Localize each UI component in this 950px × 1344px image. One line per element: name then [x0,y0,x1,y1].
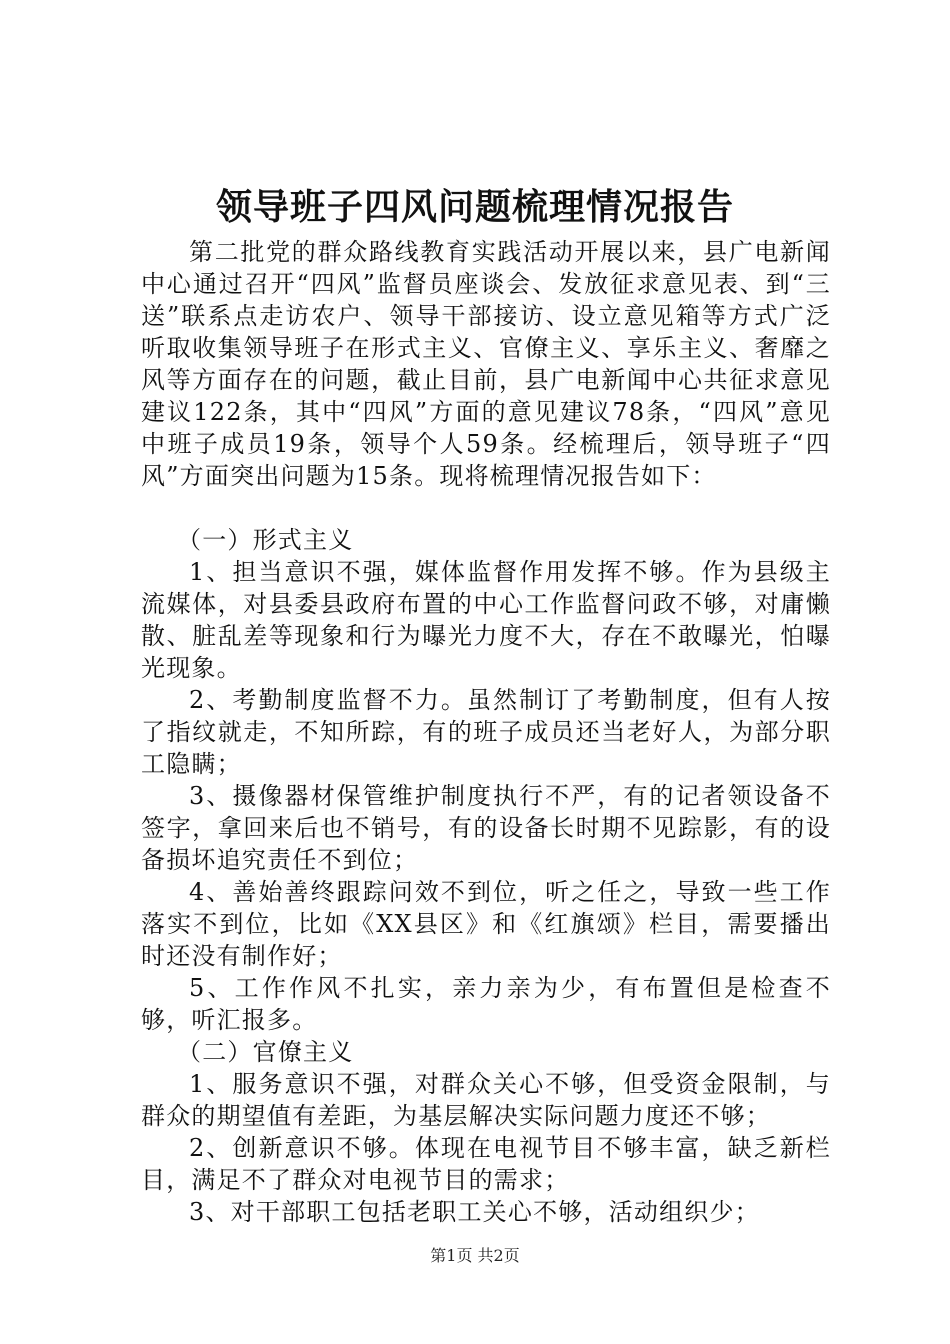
intro-paragraph: 第二批党的群众路线教育实践活动开展以来，县广电新闻中心通过召开“四风”监督员座谈会、发放征求意见表、到“三送”联系点走访农户、领导干部接访、设立意见箱等方式广泛听取收集领导班子在形式主义、官僚主义、享乐主义、奢靡之风等方面存在的问题，截止目前，县广电新闻中心共征求意见建议122条，其中“四风”方面的意见建议78条，“四风”意见中班子成员19条，领导个人59条。经梳理后，领导班子“四风”方面突出问题为15条。现将梳理情况报告如下： [141,238,831,490]
section-heading-bureaucratism: （二）官僚主义 [177,1038,354,1066]
list-item: 5、工作作风不扎实，亲力亲为少，有布置但是检查不够，听汇报多。 [141,974,831,1034]
document-body [141,236,831,1228]
list-item: 3、摄像器材保管维护制度执行不严，有的记者领设备不签字，拿回来后也不销号，有的设备长时期不见踪影，有的设备损坏追究责任不到位； [141,782,831,874]
list-item: 2、考勤制度监督不力。虽然制订了考勤制度，但有人按了指纹就走，不知所踪，有的班子成员还当老好人，为部分职工隐瞒； [141,686,831,778]
document-title: 领导班子四风问题梳理情况报告 [215,186,734,228]
list-item: 3、对干部职工包括老职工关心不够，活动组织少； [189,1198,760,1226]
page-footer: 第1页 共2页 [430,1246,520,1265]
section-heading-formalism: （一）形式主义 [177,526,354,554]
list-item: 1、担当意识不强，媒体监督作用发挥不够。作为县级主流媒体，对县委县政府布置的中心工作监督问政不够，对庸懒散、脏乱差等现象和行为曝光力度不大，存在不敢曝光，怕曝光现象。 [141,558,831,682]
list-item: 2、创新意识不够。体现在电视节目不够丰富，缺乏新栏目，满足不了群众对电视节目的需求； [141,1134,831,1194]
list-item: 1、服务意识不强，对群众关心不够，但受资金限制，与群众的期望值有差距，为基层解决实际问题力度还不够； [141,1070,831,1130]
list-item: 4、善始善终跟踪问效不到位，听之任之，导致一些工作落实不到位，比如《XX县区》和《红旗颂》栏目，需要播出时还没有制作好； [141,878,831,970]
